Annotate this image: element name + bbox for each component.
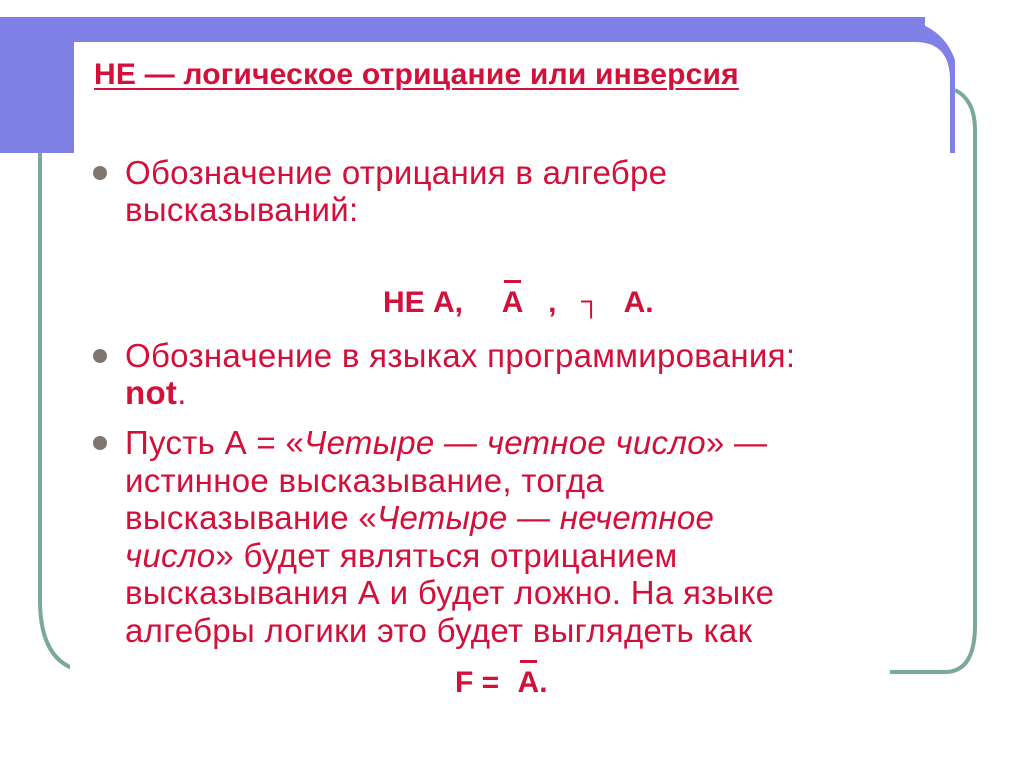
quote-statement-false-1: Четыре — нечетное: [377, 499, 715, 536]
negation-notation: [383, 286, 654, 336]
bullet-dot-2: [93, 349, 107, 363]
notation-ne-a: НЕ А,: [383, 286, 464, 319]
bullet-1-line-1: Обозначение отрицания в алгебре: [125, 154, 668, 191]
bullet-dot-3: [93, 436, 107, 450]
bullet-3-line-1: Пусть А = «Четыре — четное число» —: [125, 424, 768, 461]
quote-statement-true: Четыре — четное число: [304, 424, 706, 461]
notation-overbar-a: А: [501, 286, 524, 319]
bullet-3-text: [125, 424, 925, 649]
formula-period: .: [539, 666, 548, 699]
bullet-2-line-1: Обозначение в языках программирования:: [125, 337, 796, 374]
negation-symbol: ┐: [581, 285, 601, 316]
bullet-2-text: [125, 337, 795, 411]
bullet-dot-1: [93, 166, 107, 180]
bullet-1-line-2: высказываний:: [125, 191, 359, 228]
keyword-period: .: [177, 374, 187, 411]
bullet-1-text: [125, 154, 667, 228]
bullet-3-line-6: алгебры логики это будет выглядеть как: [125, 611, 753, 649]
quote-statement-false-2: число: [125, 536, 216, 574]
formula-overbar-a: А: [517, 666, 540, 699]
bullet-3-line-5: высказывания А и будет ложно. На языке: [125, 574, 775, 611]
formula: [455, 666, 548, 700]
bullet-3-line-4: число» будет являться отрицанием: [125, 536, 678, 574]
slide-title: НЕ — логическое отрицание или инверсия: [94, 58, 739, 91]
notation-neg-a: А.: [623, 286, 654, 319]
notation-comma: ,: [548, 286, 557, 319]
bullet-3-line-3: высказывание «Четыре — нечетное: [125, 499, 715, 536]
keyword-not: not: [125, 374, 178, 411]
formula-left: F =: [455, 666, 500, 699]
bullet-3-line-2: истинное высказывание, тогда: [125, 461, 605, 499]
bullet-2-line-2: [125, 374, 795, 411]
